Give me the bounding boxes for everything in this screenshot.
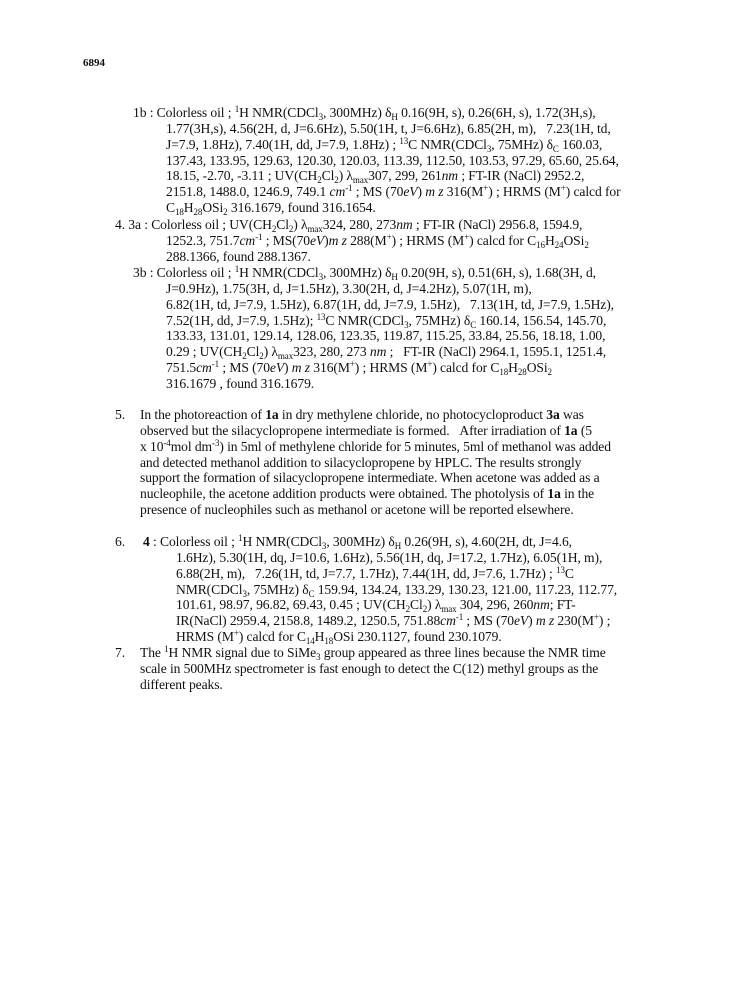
text-line: J=0.9Hz), 1.75(3H, d, J=1.5Hz), 3.30(2H, d, J=4.2Hz), 5.07(1H, m),	[166, 280, 532, 296]
note-number: 7.	[115, 645, 125, 660]
note-number: 6.	[115, 534, 125, 549]
text-line: scale in 500MHz spectrometer is fast enough to detect the C(12) methyl groups as the	[140, 660, 599, 676]
note-5	[115, 407, 611, 518]
text-line: In the photoreaction of 1a in dry methylene chloride, no photocycloproduct 3a was	[140, 407, 584, 422]
note-4-3a	[115, 217, 589, 265]
text-line: 4. 3a : Colorless oil ; $UV(CH_2Cl_2)$ $\lambda_{max}324$, 280, 273nm ; FT-IR (NaCl) 2956.8, 1594.9,	[115, 217, 583, 234]
text-line: HRMS (M+) calcd for $C_{14}H_{18}OSi$ 230.1127, found 230.1079.	[176, 628, 502, 647]
text-line: $751.5cm^{-1}$ ; MS (70eV) m z 316(M+) ; HRMS (M+) calcd for $C_{18}H_{28}OSi_2$	[166, 359, 552, 378]
text-line: 1b : Colorless oil ; $^1$H NMR(CDCl$_3$, 300MHz) $\delta_H$ 0.16(9H, s), 0.26(6H, s), 1.72(3H,s),	[133, 104, 596, 122]
text-line: NMR(CDCl$_3$, 75MHz) $\delta_C$ 159.94, 134.24, 133.29, 130.23, 121.00, 117.23, 112.77,	[176, 581, 618, 599]
text-line: support the formation of silacyclopropene intermediate. When acetone was added as a	[140, 470, 600, 486]
text-line: The $^1$H NMR signal due to SiMe$_3$ group appeared as three lines because the NMR time	[140, 644, 606, 662]
note-3b	[133, 265, 614, 392]
note-1b	[133, 105, 621, 216]
note-7	[115, 645, 606, 693]
text-line: presence of nucleophiles such as methanol or acetone will be reported elsewhere.	[140, 502, 574, 518]
text-line: J=7.9, 1.8Hz), 7.40(1H, dd, J=7.9, 1.8Hz) ; $^{13}$C NMR(CDCl$_3$, 75MHz) $\delta_C$ 160.03,	[166, 135, 603, 154]
note-6-4	[115, 534, 617, 645]
text-line: 3b : Colorless oil ; $^1$H NMR(CDCl$_3$, 300MHz) $\delta_H$ 0.20(9H, s), 0.51(6H, s), 1.68(3H, d,	[133, 264, 596, 282]
text-line: 1252.3, $751.7cm^{-1}$ ; MS(70eV)m z 288(M+) ; HRMS (M+) calcd for $C_{16}H_{24}OSi_2$	[166, 231, 589, 250]
text-line: 1.6Hz), 5.30(1H, dq, J=10.6, 1.6Hz), 5.56(1H, dq, J=17.2, 1.7Hz), 6.05(1H, m),	[176, 549, 603, 565]
text-line: different peaks.	[140, 676, 223, 692]
text-line: 6.88(2H, m), 7.26(1H, td, J=7.7, 1.7Hz), 7.44(1H, dd, J=7.6, 1.7Hz) ; $^{13}$C	[176, 564, 574, 581]
text-line: 7.52(1H, dd, J=7.9, 1.5Hz); $^{13}$C NMR(CDCl$_3$, 75MHz) $\delta_C$ 160.14, 156.54, 145.70,	[166, 311, 607, 330]
text-line: 6.82(1H, td, J=7.9, 1.5Hz), 6.87(1H, dd, J=7.9, 1.5Hz), 7.13(1H, td, J=7.9, 1.5Hz),	[166, 296, 614, 312]
text-line: x $10^{-4}mol$ $dm^{-3}$) in 5ml of methylene chloride for 5 minutes, 5ml of methanol was added	[140, 437, 611, 454]
text-line: 2151.8, 1488.0, 1246.9, 749.1 $cm^{-1}$ ; MS (70eV) m z 316(M+) ; HRMS (M+) calcd for	[166, 183, 621, 200]
text-line: 316.1679 , found 316.1679.	[166, 375, 315, 391]
text-line: observed but the silacyclopropene intermediate is formed. After irradiation of 1a (5	[140, 422, 592, 438]
text-line: and detected methanol addition to silacyclopropene by HPLC. The results strongly	[140, 454, 582, 470]
text-line: 101.61, 98.97, 96.82, 69.43, 0.45 ; $UV(CH_2Cl_2)$ $\lambda_{max}$ 304, 296, 260nm; FT-	[176, 597, 576, 615]
text-line: 18.15, -2.70, -3.11 ; $UV(CH_2Cl_2)$ $\lambda_{max}307$, 299, 261nm ; FT-IR (NaCl) 2952.2,	[166, 168, 585, 186]
text-line: 4 : Colorless oil ; $^1$H NMR(CDCl$_3$, 300MHz) $\delta_H$ 0.26(9H, s), 4.60(2H, dt, J=4.6,	[143, 533, 572, 551]
text-line: nucleophile, the acetone addition products were obtained. The photolysis of 1a in the	[140, 486, 595, 502]
note-number: 5.	[115, 407, 125, 422]
text-line: $C_{18}H_{28}OSi_2$ 316.1679, found 316.1654.	[166, 200, 376, 218]
text-line: 1.77(3H,s), 4.56(2H, d, J=6.6Hz), 5.50(1H, t, J=6.6Hz), 6.85(2H, m), 7.23(1H, td,	[166, 120, 611, 136]
text-line: 0.29 ; $UV(CH_2Cl_2)$ $\lambda_{max}323$, 280, 273 nm ; FT-IR (NaCl) 2964.1, 1595.1, 1251.4,	[166, 344, 606, 362]
text-line: IR(NaCl) 2959.4, 2158.8, 1489.2, 1250.5, $751.88cm^{-1}$ ; MS (70eV) m z 230(M+) ;	[176, 612, 611, 629]
text-line: 288.1366, found 288.1367.	[166, 248, 311, 264]
page-number: 6894	[83, 57, 105, 69]
text-line: 133.33, 131.01, 129.14, 128.06, 123.35, 119.87, 115.25, 33.84, 25.56, 18.18, 1.00,	[166, 328, 606, 344]
text-line: 137.43, 133.95, 129.63, 120.30, 120.03, 113.39, 112.50, 103.53, 97.29, 65.60, 25.64,	[166, 152, 619, 168]
